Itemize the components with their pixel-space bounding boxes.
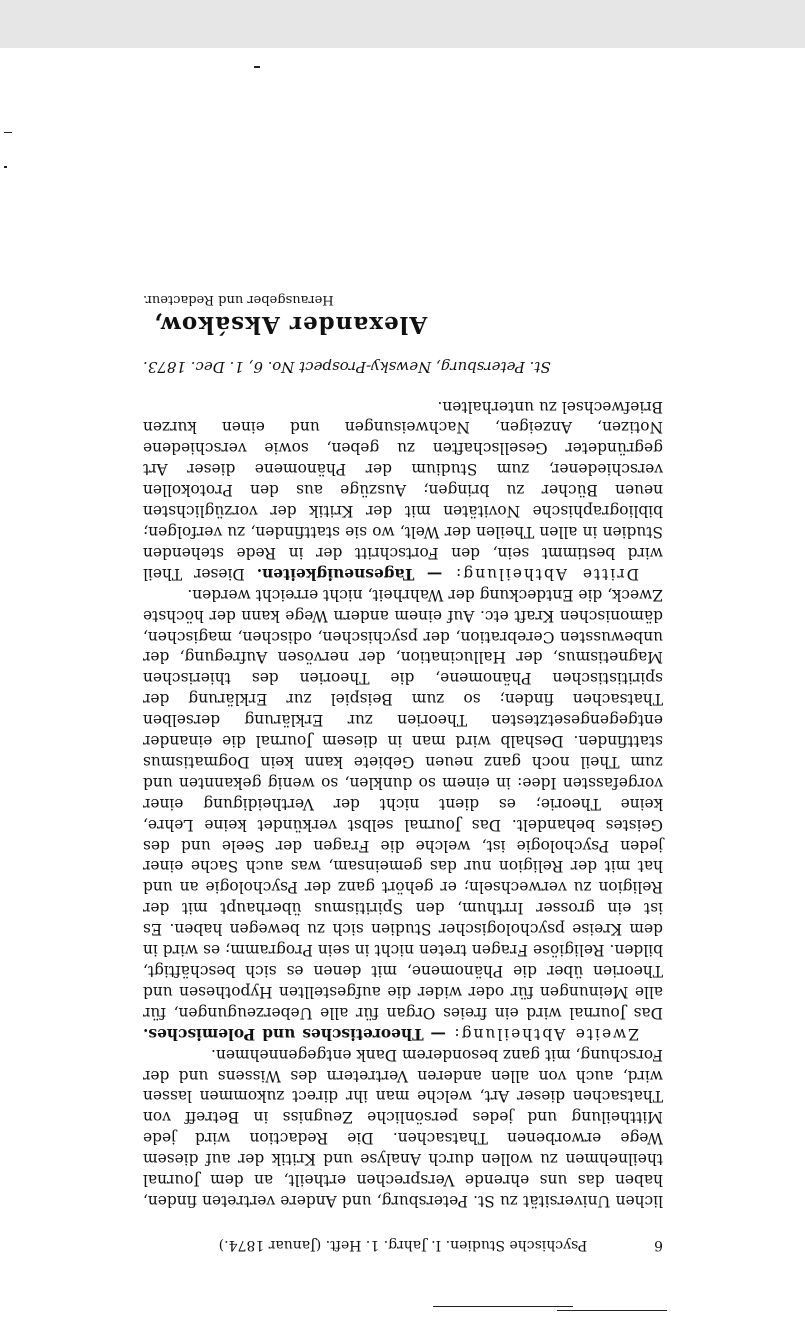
- place-date: St. Petersburg, Newsky-Prospect No. 6, 1. Dec. 1873.: [143, 357, 551, 376]
- page-content: [143, 292, 663, 1253]
- paragraph-2: [143, 584, 663, 1044]
- section-label-3: Dritte Abtheilung:: [454, 564, 639, 583]
- signature-role: Herausgeber und Redacteur.: [143, 291, 334, 307]
- paragraph-3: [143, 396, 663, 584]
- page-header: [143, 1237, 663, 1253]
- scan-mark: [254, 66, 260, 68]
- scan-mark: [4, 166, 7, 168]
- paragraph-1: lichen Universität zu St. Petersburg, und Andere vertreten finden, haben das uns ehrende Versprechen ertheilt, an dem Journal theilnehmen zu wollen durch Analyse und Kritik der auf diesem Wege erworbenen Thatsachen. Die Redaction wird jede Mittheilung und jedes persönliche Zeugniss in Betreff von Thatsachen dieser Art, welche man ihr direct zukommen lassen wird, auch von allen anderen Vertretern des Wissens und der Forschung, mit ganz besonderem Dank entgegennehmen.: [143, 1045, 663, 1210]
- paragraph-2-text: Das Journal wird ein freies Organ für alle Ueberzeugungen, für alle Meinungen für oder wider die aufgestellten Hypothesen und Theorien über die Phänomene, mit denen es sich beschäftigt, bilden. Religiöse Fragen treten nicht in sein Programm; es wird in dem Kreise psychologischer Studien sich zu bewegen haben. Es ist ein grosser Irrthum, den Spiritismus überhaupt mit der Religion zu verwechseln; er gehört ganz der Psychologie an und hat mit der Religion nur das gemeinsam, was auch Sache einer jeden Psychologie ist, welche die Fragen der Seele und des Geistes behandelt. Das Journal selbst verkündet keine Lehre, keine Theorie; es dient nicht der Vertheidigung einer vorgefassten Idee: in einem so dunklen, so wenig gekannten und zum Theil noch ganz neuen Gebiete kann kein Dogmatismus stattfinden. Deshalb wird man in diesem Journal die einander entgegengesetztesten Theorien zur Erklärung derselben Thatsachen finden; so zum Beispiel zur Erklärung der spiritistischen Phänomene, die Theorien des thierischen Magnetismus, der Hallucination, der nervösen Aufregung, der unbewussten Cerebration, der psychischen, odischen, magischen, dämonischen Kraft etc. Auf einem andern Wege kann der höchste Zweck, die Entdeckung der Wahrheit, nicht erreicht werden.: [143, 585, 663, 1022]
- section-heading-2: — Theoretisches und Polemisches.: [143, 1024, 446, 1043]
- scan-mark: [433, 1306, 573, 1307]
- scan-mark: [4, 132, 12, 133]
- body-text: [143, 396, 663, 1211]
- page-number: 6: [654, 1237, 663, 1253]
- scan-mark: [557, 1310, 667, 1311]
- paragraph-3-text: Dieser Theil wird bestimmt sein, den Fortschritt der in Rede stehenden Studien in allen Theilen der Welt, wo sie stattfinden, zu verfolgen; bibliographische Novitäten mit der Kritik der vorzüglichsten neuen Bücher zu bringen; Auszüge aus den Protokollen verschiedener, zum Studium der Phänomene dieser Art gegründeter Gesellschaften zu geben, sowie verschiedene Notizen, Anzeigen, Nachweisungen und einen kurzen Briefwechsel zu unterhalten.: [143, 397, 663, 583]
- footer-band: [0, 0, 805, 48]
- signature-block: [143, 292, 663, 376]
- section-heading-3: — Tagesneuigkeiten.: [256, 564, 443, 583]
- running-title: Psychische Studien. I. Jahrg. 1. Heft. (Januar 1874.): [218, 1237, 588, 1253]
- signature-name: Alexander Aksákow,: [153, 310, 428, 338]
- section-label-2: Zweite Abtheilung:: [452, 1024, 639, 1043]
